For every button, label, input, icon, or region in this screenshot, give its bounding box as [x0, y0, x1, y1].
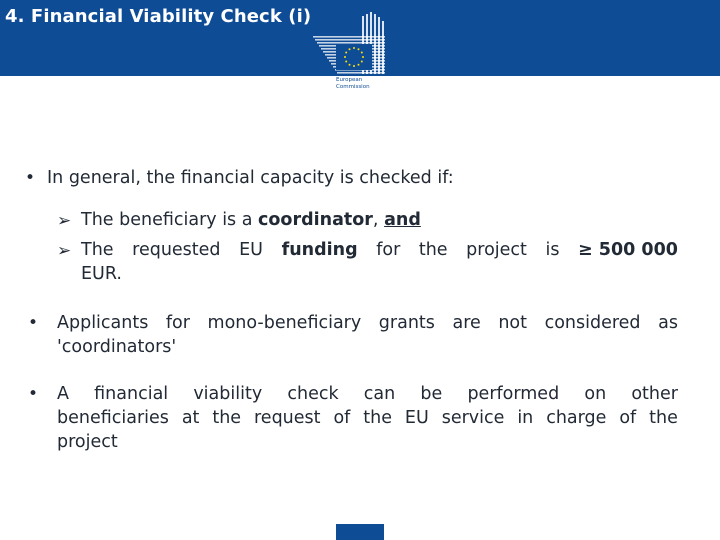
funding-word: funding — [281, 240, 358, 260]
word: in — [517, 408, 534, 428]
bullet-mono-line1 — [57, 313, 678, 333]
word: at — [181, 408, 200, 428]
word: of — [619, 408, 637, 428]
word: as — [658, 313, 678, 333]
bullet-dot-icon: • — [28, 313, 39, 333]
logo-text-line2: Commission — [336, 84, 370, 90]
word: viability — [193, 384, 263, 404]
bullet-dot-icon: • — [25, 168, 36, 188]
word: A — [57, 384, 69, 404]
sub-bullet-funding-line1 — [81, 240, 678, 260]
word: on — [584, 384, 607, 404]
word: mono-beneficiary — [207, 313, 362, 333]
word: The — [81, 240, 114, 260]
word: requested — [132, 240, 221, 260]
amount-value: ≥ 500 000 — [578, 240, 678, 260]
word: can — [363, 384, 396, 404]
and-word: and — [384, 210, 421, 230]
sub-bullet-prefix: The beneficiary is a — [81, 210, 259, 230]
word: financial — [94, 384, 169, 404]
word: charge — [546, 408, 607, 428]
word: be — [420, 384, 443, 404]
word: considered — [544, 313, 641, 333]
bullet-mono-line2: 'coordinators' — [57, 337, 177, 357]
arrow-bullet-icon: ➢ — [57, 211, 72, 231]
word: of — [333, 408, 351, 428]
bullet-check-line3: project — [57, 432, 118, 452]
word: the — [363, 408, 392, 428]
word: service — [441, 408, 505, 428]
coordinator-word: coordinator — [258, 210, 373, 230]
bullet-check-line1 — [57, 384, 678, 404]
word: the — [649, 408, 678, 428]
word: performed — [467, 384, 560, 404]
word: the — [212, 408, 242, 428]
bullet-dot-icon: • — [28, 384, 39, 404]
comma: , — [372, 210, 379, 230]
footer-bar — [336, 524, 384, 540]
arrow-bullet-icon: ➢ — [57, 241, 72, 261]
word: Applicants — [57, 313, 149, 333]
word: are — [452, 313, 481, 333]
word: is — [545, 240, 560, 260]
bullet-intro: In general, the financial capacity is checked if: — [47, 168, 454, 188]
word: beneficiaries — [57, 408, 169, 428]
sub-bullet-coordinator — [81, 210, 421, 230]
bullet-check-line2 — [57, 408, 678, 428]
word: for — [165, 313, 190, 333]
word: not — [498, 313, 528, 333]
sub-bullet-funding-line2: EUR. — [81, 264, 122, 284]
logo-text-line1: European — [336, 77, 363, 83]
slide-title: 4. Financial Viability Check (i) — [5, 6, 312, 27]
word: for — [376, 240, 401, 260]
word: the — [418, 240, 448, 260]
word: check — [287, 384, 339, 404]
word: request — [254, 408, 321, 428]
word: grants — [378, 313, 435, 333]
word: project — [466, 240, 527, 260]
word: other — [631, 384, 678, 404]
word: EU — [404, 408, 429, 428]
word: EU — [239, 240, 263, 260]
